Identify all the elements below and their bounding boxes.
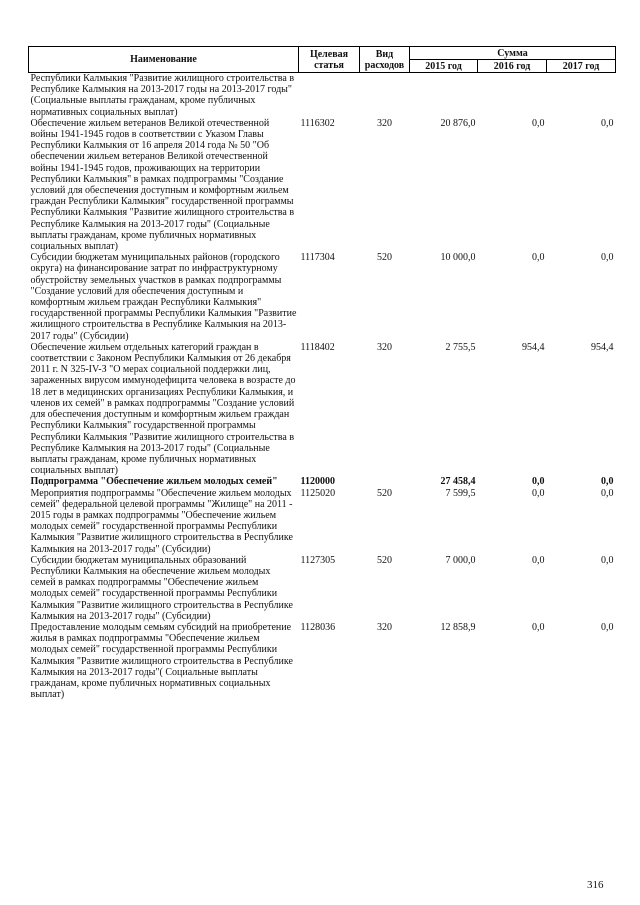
cell-2015: 7 599,5 — [445, 487, 476, 499]
header-2016: 2016 год — [478, 60, 547, 73]
cell-2015: 10 000,0 — [440, 252, 476, 264]
table-row — [29, 488, 616, 555]
table-row — [29, 118, 616, 252]
header-name: Наименование — [29, 47, 299, 73]
cell-2017: 0,0 — [601, 476, 614, 488]
table-row — [29, 73, 616, 118]
cell-kind: 520 — [377, 554, 392, 566]
cell-code: 1127305 — [300, 554, 336, 566]
cell-2016: 0,0 — [532, 252, 545, 264]
header-2015: 2015 год — [410, 60, 478, 73]
cell-2017: 0,0 — [601, 487, 614, 499]
cell-2015: 20 876,0 — [440, 117, 476, 129]
cell-code: 1120000 — [300, 476, 335, 488]
cell-2016: 0,0 — [532, 621, 545, 633]
cell-2015: 12 858,9 — [440, 621, 476, 633]
cell-name: Субсидии бюджетам муниципальных районов (городского округа) на финансирование затрат по инфраструктурному обустройству земельных участков в рамках подпрограммы "Создание условий для обеспечения доступным и комфортным жильем граждан Республики Калмыкия" государственной программы Республики Калмыкия "Развитие жилищного строительства в Республике Калмыкия на 2013-2017 годы" (Субсидии) — [30, 252, 297, 342]
cell-kind — [360, 476, 410, 487]
cell-2017 — [547, 73, 616, 118]
cell-code: 1116302 — [300, 117, 335, 129]
budget-table — [28, 46, 616, 700]
cell-name: Республики Калмыкия "Развитие жилищного строительства в Республике Калмыкия на 2013-2017 годы на 2013-2017 годы" (Социальные выплаты гражданам, кроме публичных нормативных социальных выплат) — [30, 73, 295, 118]
table-row — [29, 555, 616, 622]
cell-2015: 2 755,5 — [445, 341, 476, 353]
cell-code: 1118402 — [300, 341, 335, 353]
cell-kind: 520 — [377, 252, 392, 264]
cell-code: 1128036 — [300, 621, 336, 633]
cell-kind — [360, 73, 410, 118]
table-body — [29, 73, 616, 701]
table-row — [29, 252, 616, 342]
header-kind: Вид расходов — [360, 47, 410, 73]
cell-code: 1117304 — [300, 252, 335, 264]
table-row — [29, 476, 616, 487]
cell-code: 1125020 — [300, 487, 336, 499]
cell-2016: 0,0 — [532, 554, 545, 566]
cell-2017: 0,0 — [601, 621, 614, 633]
header-sum: Сумма — [410, 47, 616, 60]
cell-name: Подпрограмма "Обеспечение жильем молодых семей" — [30, 476, 278, 488]
header-2017: 2017 год — [547, 60, 616, 73]
cell-kind: 520 — [377, 487, 392, 499]
cell-name: Предоставление молодым семьям субсидий на приобретение жилья в рамках подпрограммы "Обеспечение жильем молодых семей" государственной программы Республики Калмыкия "Развитие жилищного строительства в Республике Калмыкия на 2013-2017 годы"( Социальные выплаты гражданам, кроме публичных нормативных социальных выплат) — [30, 621, 293, 701]
cell-2016: 0,0 — [532, 487, 545, 499]
cell-code — [299, 73, 360, 118]
cell-2015: 7 000,0 — [445, 554, 476, 566]
page-number: 316 — [587, 879, 604, 891]
cell-name: Обеспечение жильем ветеранов Великой отечественной войны 1941-1945 годов в соответствии с Указом Главы Республики Калмыкия от 16 апреля 2014 года № 50 "Об обеспечении жильем ветеранов Великой отечественной войны 1941-1945 годов, проживающих на территории Республики Калмыкия" в рамках подпрограммы "Создание условий для обеспечения доступным и комфортным жильем граждан Республики Калмыкия" государственной программы Республики Калмыкия "Развитие жилищного строительства в Республике Калмыкия на 2013-2017 годы" (Социальные выплаты гражданам, кроме публичных нормативных социальных выплат) — [30, 117, 295, 253]
cell-2017: 0,0 — [601, 554, 614, 566]
cell-kind: 320 — [377, 117, 392, 129]
cell-2017: 0,0 — [601, 252, 614, 264]
header-code: Целевая статья — [299, 47, 360, 73]
cell-2016 — [478, 73, 547, 118]
table-row — [29, 342, 616, 476]
cell-2017: 954,4 — [591, 341, 614, 353]
cell-name: Мероприятия подпрограммы "Обеспечение жильем молодых семей" федеральной целевой программы "Жилище" на 2011 - 2015 годы в рамках подпрограммы "Обеспечение жильем молодых семей" государственной программы Республики Калмыкия "Развитие жилищного строительства в Республике Калмыкия на 2013-2017 годы" (Субсидии) — [30, 487, 293, 555]
cell-2015 — [410, 73, 478, 118]
cell-2015: 27 458,4 — [440, 476, 476, 488]
table-row — [29, 622, 616, 700]
cell-2016: 954,4 — [522, 341, 545, 353]
cell-kind: 320 — [377, 341, 392, 353]
cell-name: Обеспечение жильем отдельных категорий граждан в соответствии с Законом Республики Калмыкия от 26 декабря 2011 г. N 325-IV-З "О мерах социальной поддержки лиц, зараженных вирусом иммунодефицита человека в возрасте до 18 лет в медицинских организациях Республики Калмыкия, и членов их семей" в рамках подпрограммы "Создание условий для обеспечения доступным и комфортным жильем граждан Республики Калмыкия" государственной программы Республики Калмыкия "Развитие жилищного строительства в Республике Калмыкия на 2013-2017 годы" (Социальные выплаты гражданам, кроме публичных нормативных социальных выплат) — [30, 341, 296, 477]
cell-kind: 320 — [377, 621, 392, 633]
table-header — [29, 47, 616, 73]
cell-2017: 0,0 — [601, 117, 614, 129]
cell-name: Субсидии бюджетам муниципальных образований Республики Калмыкия на обеспечение жильем молодых семей в рамках подпрограммы "Обеспечение жильем молодых семей" государственной программы Республики Калмыкия "Развитие жилищного строительства в Республике Калмыкия на 2013-2017 годы" (Субсидии) — [30, 554, 293, 622]
cell-2016: 0,0 — [532, 476, 545, 488]
cell-2016: 0,0 — [532, 117, 545, 129]
